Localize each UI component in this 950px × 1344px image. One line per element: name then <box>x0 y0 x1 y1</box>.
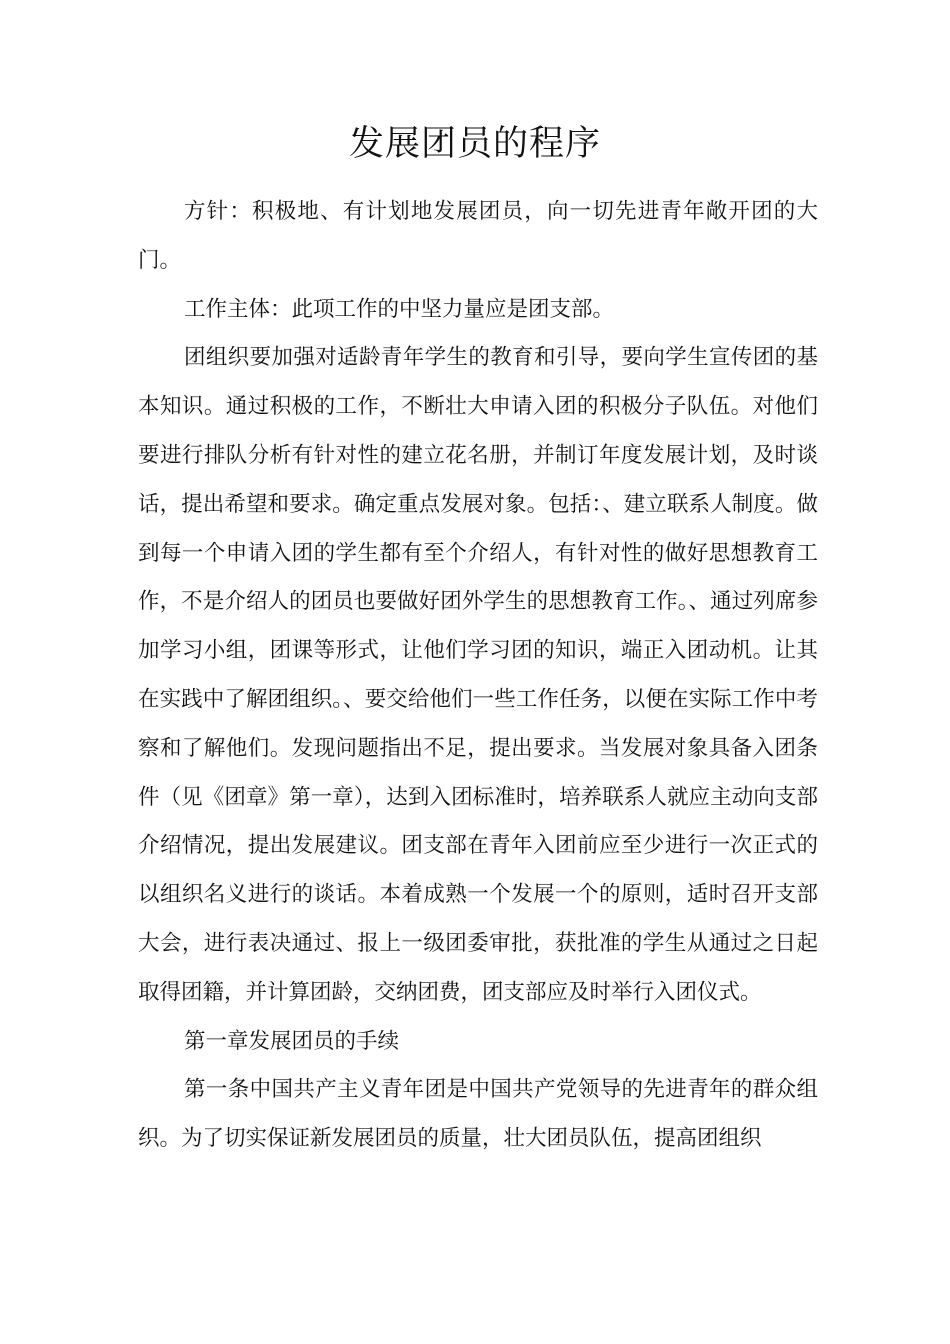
chapter-heading: 第一章发展团员的手续 <box>184 1028 400 1054</box>
paragraph-article-1: 第一条中国共产主义青年团是中国共产党领导的先进青年的群众组织。为了切实保证新发展团员的质量，壮大团员队伍，提高团组织 <box>138 1077 818 1152</box>
paragraph-work-subject: 工作主体：此项工作的中坚力量应是团支部。 <box>184 296 615 322</box>
document-title: 发展团员的程序 <box>348 124 601 164</box>
paragraph-procedure: 团组织要加强对适龄青年学生的教育和引导，要向学生宣传团的基本知识。通过积极的工作，不断壮大申请入团的积极分子队伍。对他们要进行排队分析有针对性的建立花名册，并制订年度发展计划，及时谈话，提出希望和要求。确定重点发展对象。包括：、建立联系人制度。做到每一个申请入团的学生都有至个介绍人，有针对性的做好思想教育工作，不是介绍人的团员也要做好团外学生的思想教育工作。、通过列席参加学习小组，团课等形式，让他们学习团的知识，端正入团动机。让其在实践中了解团组织。、要交给他们一些工作任务，以便在实际工作中考察和了解他们。发现问题指出不足，提出要求。当发展对象具备入团条件（见《团章》第一章），达到入团标准时，培养联系人就应主动向支部介绍情况，提出发展建议。团支部在青年入团前应至少进行一次正式的以组织名义进行的谈话。本着成熟一个发展一个的原则，适时召开支部大会，进行表决通过、报上一级团委审批，获批准的学生从通过之日起取得团籍，并计算团龄，交纳团费，团支部应及时举行入团仪式。 <box>138 345 818 1005</box>
document-body <box>138 188 818 1164</box>
paragraph-policy: 方针：积极地、有计划地发展团员，向一切先进青年敞开团的大门。 <box>138 199 818 273</box>
